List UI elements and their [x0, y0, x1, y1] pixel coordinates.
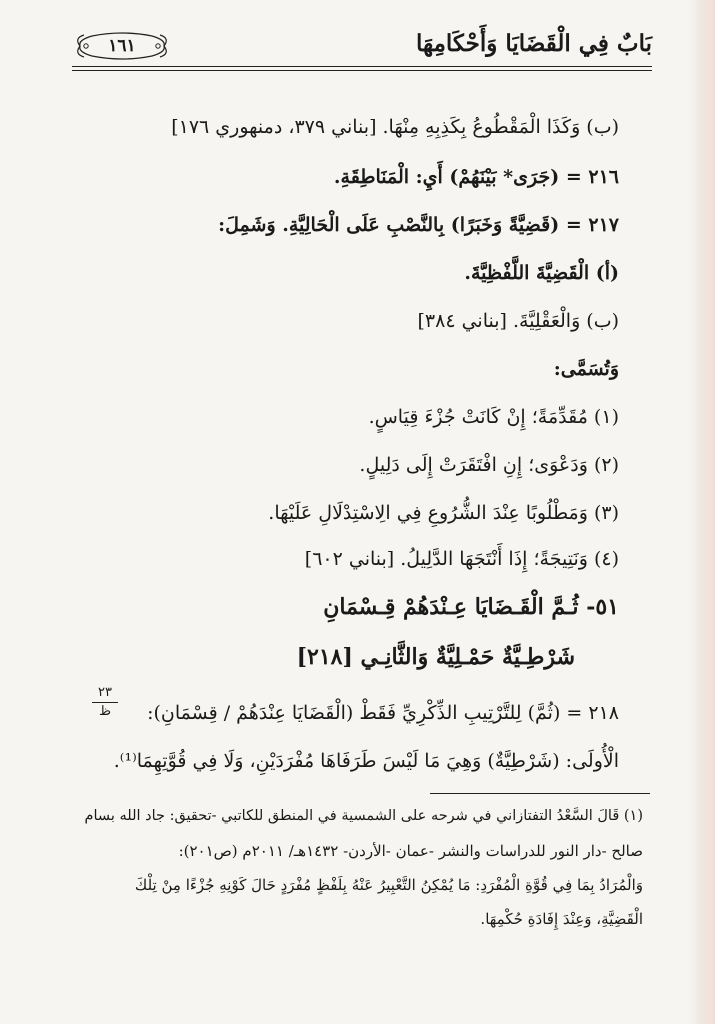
- running-header: [72, 26, 652, 70]
- footnote-line: صالح -دار النور للدراسات والنشر -عمان -الأردن- ١٤٣٢هـ/ ٢٠١١م (ص٢٠١):: [178, 842, 643, 860]
- text-line: (ب) وَكَذَا الْمَقْطُوعُ بِكَذِبِهِ مِنْهَا. [بناني ٣٧٩، دمنهوري ١٧٦]: [171, 116, 619, 138]
- footnote-line: (١) قَالَ السَّعْدُ التفتازاني في شرحه على الشمسية في المنطق للكاتبي -تحقيق: جاد الله بسام: [84, 808, 643, 824]
- text-line: ٢١٧ = (قَضِيَّةً وَخَبَرًا) بِالنَّصْبِ عَلَى الْحَالِيَّةِ. وَشَمِلَ:: [218, 214, 619, 236]
- text-line: ٢١٦ = (جَرَى* بَيْنَهُمْ) أَيِ: الْمَنَاطِقَةِ.: [333, 166, 619, 188]
- chapter-title: بَابٌ فِي الْقَضَايَا وَأَحْكَامِهَا: [416, 30, 652, 57]
- verse-line-2: شَرْطِـيَّةٌ حَمْـلِيَّةٌ وَالثَّانِـي [٢١٨]: [296, 644, 575, 670]
- footnote-line: الْقَضِيَّةِ، وَعِنْدَ إِفَادَةِ حُكْمِهَا.: [480, 910, 643, 928]
- manuscript-folio-note: [90, 686, 120, 719]
- page-edge-shadow: [689, 0, 715, 1024]
- text-line: (أ) الْقَضِيَّةَ اللَّفْظِيَّةَ.: [464, 262, 619, 284]
- verse-line-1: ٥١- ثُـمَّ الْقَـضَايَا عِـنْدَهُمْ قِـسْمَانِ: [323, 594, 619, 620]
- footnote-line: وَالْمُرَادُ بِمَا فِي قُوَّةِ الْمُفْرَدِ: مَا يُمْكِنُ التَّعْبِيرُ عَنْهُ بِلَفْظٍ مُفْرَدٍ حَالَ كَوْنِهِ جُزْءًا مِنْ تِلْكَ: [134, 876, 643, 894]
- text-line: (٣) وَمَطْلُوبًا عِنْدَ الشُّرُوعِ فِي الِاسْتِدْلَالِ عَلَيْهَا.: [268, 502, 619, 524]
- header-rule-secondary: [72, 70, 652, 71]
- text-line: الْأُولَى: (شَرْطِيَّةٌ) وَهِيَ مَا لَيْسَ طَرَفَاهَا مُفْرَدَيْنِ، وَلَا فِي قُوَّتِهِمَا⁽¹⁾.: [113, 750, 619, 772]
- text-line: وَتُسَمَّى:: [553, 358, 619, 380]
- page-number-ornament: [76, 32, 168, 60]
- folio-side: ظ: [98, 704, 112, 719]
- folio-divider: [92, 702, 118, 703]
- text-line: (٢) وَدَعْوَى؛ إِنِ افْتَقَرَتْ إِلَى دَلِيلٍ.: [359, 454, 619, 476]
- footnote-separator: [430, 793, 650, 794]
- text-line: (٤) وَنَتِيجَةً؛ إِذَا أَنْتَجَهَا الدَّلِيلُ. [بناني ٦٠٢]: [304, 548, 619, 570]
- page-number: ١٦١: [108, 36, 136, 56]
- text-line: ٢١٨ = (ثُمَّ) لِلتَّرْتِيبِ الذِّكْرِيِّ فَقَطْ (الْقَضَايَا عِنْدَهُمْ / قِسْمَانِ):: [147, 702, 619, 724]
- text-line: (١) مُقَدِّمَةً؛ إِنْ كَانَتْ جُزْءَ قِيَاسٍ.: [368, 406, 619, 428]
- folio-number: ٢٣: [98, 685, 112, 700]
- header-rule: [72, 66, 652, 67]
- text-line: (ب) وَالْعَقْلِيَّةَ. [بناني ٣٨٤]: [417, 310, 619, 332]
